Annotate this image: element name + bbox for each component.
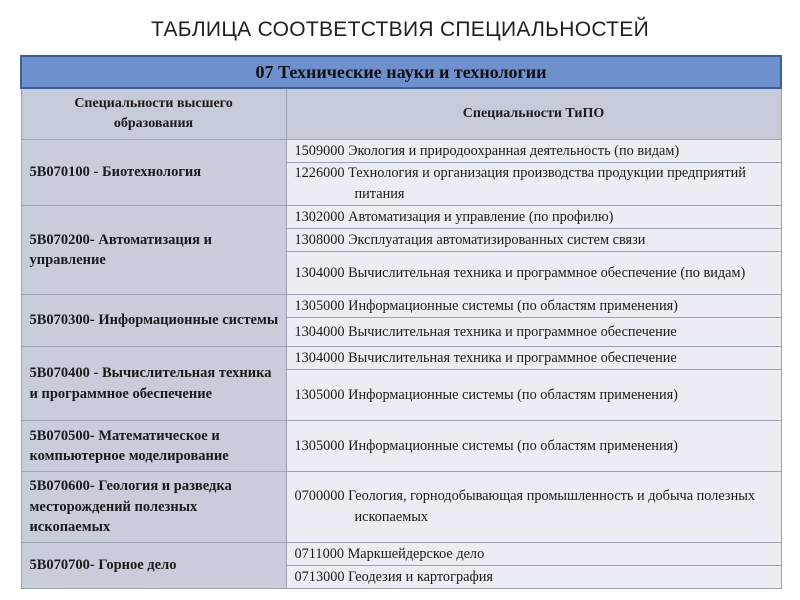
higher-specialty-cell: 5В070600- Геология и разведка месторождений полезных ископаемых xyxy=(21,472,286,543)
tipo-specialty-cell: 1305000 Информационные системы (по областям применения) xyxy=(286,370,781,421)
tipo-specialty-cell: 1509000 Экология и природоохранная деятельность (по видам) xyxy=(286,140,781,163)
tipo-specialty-cell: 1304000 Вычислительная техника и программное обеспечение xyxy=(286,347,781,370)
higher-specialty-cell: 5В070300- Информационные системы xyxy=(21,295,286,347)
tipo-specialty-cell: 1226000 Технология и организация производства продукции предприятий питания xyxy=(286,163,781,206)
higher-specialty-cell: 5В070100 - Биотехнология xyxy=(21,140,286,206)
table-row xyxy=(21,347,781,370)
tipo-specialty-cell: 1304000 Вычислительная техника и программное обеспечение (по видам) xyxy=(286,252,781,295)
table-row xyxy=(21,421,781,472)
correspondence-table xyxy=(20,55,782,589)
table-row xyxy=(21,472,781,543)
tipo-specialty-cell: 1304000 Вычислительная техника и программное обеспечение xyxy=(286,318,781,347)
tipo-specialty-cell: 1305000 Информационные системы (по областям применения) xyxy=(286,295,781,318)
higher-specialty-cell: 5В070500- Математическое и компьютерное моделирование xyxy=(21,421,286,472)
section-header-row xyxy=(21,56,781,88)
tipo-specialty-cell: 1302000 Автоматизация и управление (по профилю) xyxy=(286,206,781,229)
table-row xyxy=(21,295,781,318)
page-title: ТАБЛИЦА СООТВЕТСТВИЯ СПЕЦИАЛЬНОСТЕЙ xyxy=(151,18,649,41)
tipo-specialty-cell: 0700000 Геология, горнодобывающая промышленность и добыча полезных ископаемых xyxy=(286,472,781,543)
column-header-higher: Специальности высшего образования xyxy=(21,88,286,140)
table-row xyxy=(21,206,781,229)
tipo-specialty-cell: 0713000 Геодезия и картография xyxy=(286,566,781,589)
column-header-tipo: Специальности ТиПО xyxy=(286,88,781,140)
higher-specialty-cell: 5В070200- Автоматизация и управление xyxy=(21,206,286,295)
column-header-row xyxy=(21,88,781,140)
higher-specialty-cell: 5В070700- Горное дело xyxy=(21,543,286,589)
section-title: 07 Технические науки и технологии xyxy=(21,56,781,88)
higher-specialty-cell: 5В070400 - Вычислительная техника и программное обеспечение xyxy=(21,347,286,421)
tipo-specialty-cell: 0711000 Маркшейдерское дело xyxy=(286,543,781,566)
table-row xyxy=(21,140,781,163)
tipo-specialty-cell: 1305000 Информационные системы (по областям применения) xyxy=(286,421,781,472)
table-row xyxy=(21,543,781,566)
tipo-specialty-cell: 1308000 Эксплуатация автоматизированных систем связи xyxy=(286,229,781,252)
